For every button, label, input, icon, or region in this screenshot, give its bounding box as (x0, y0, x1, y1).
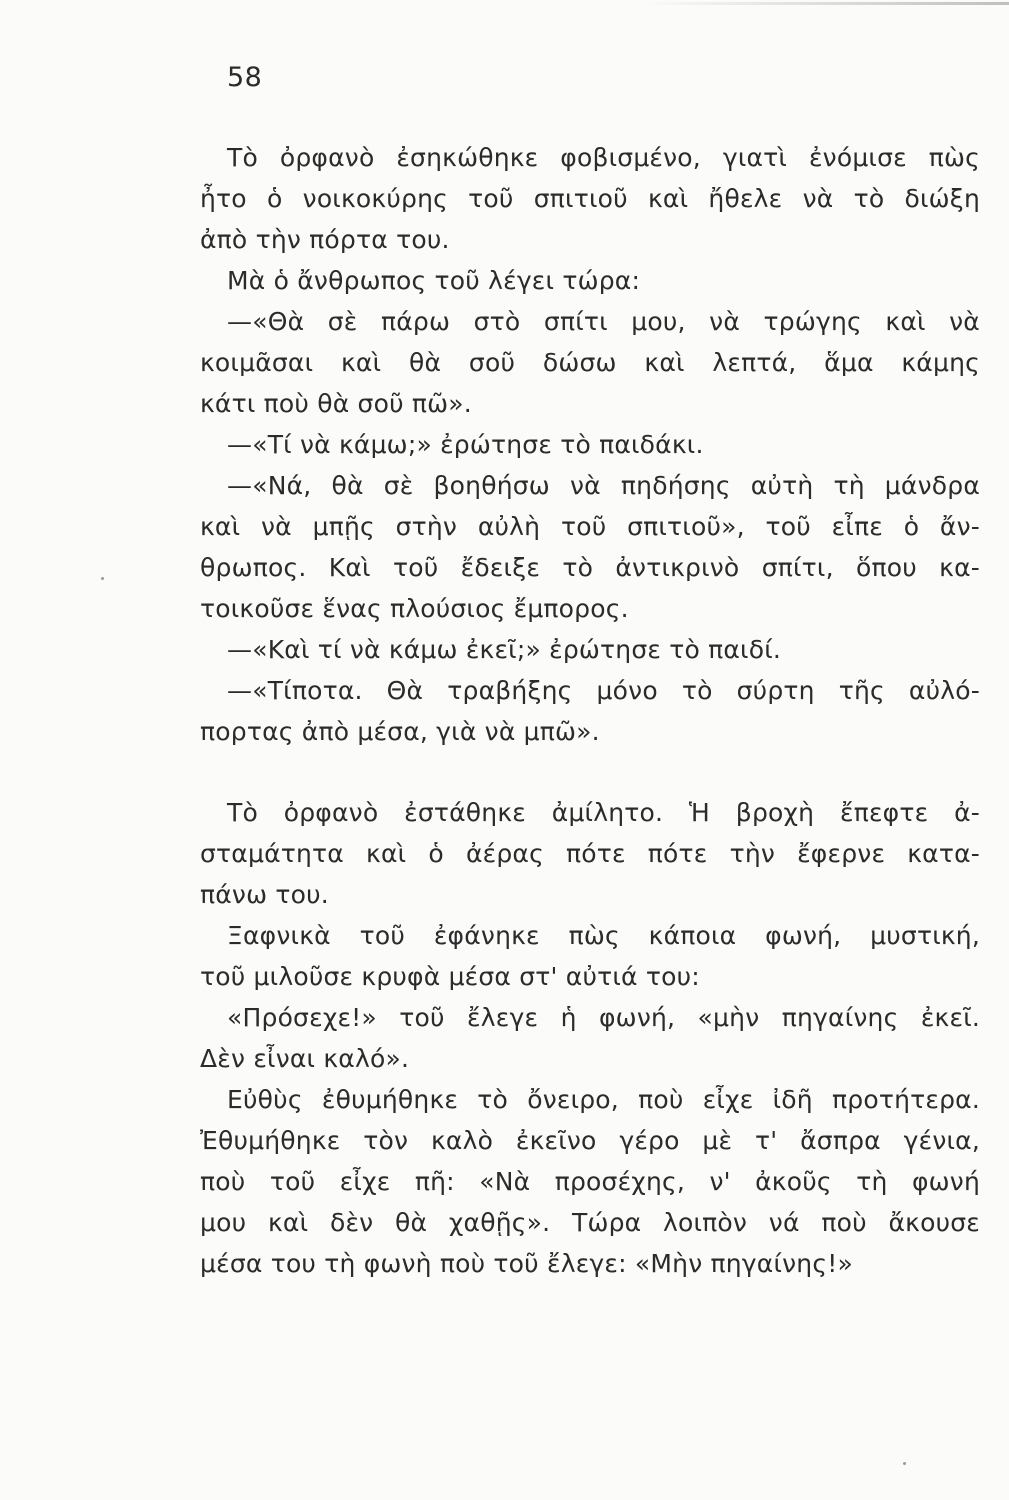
paragraph-6 (200, 1079, 980, 1284)
text-line: καὶ νὰ μπῇς στὴν αὐλὴ τοῦ σπιτιοῦ», τοῦ εἶπε ὁ ἄν- (200, 512, 980, 541)
text-line: —«Θὰ σὲ πάρω στὸ σπίτι μου, νὰ τρώγης καὶ νὰ (227, 307, 980, 336)
text-line: —«Καὶ τί νὰ κάμω ἐκεῖ;» ἐρώτησε τὸ παιδί. (227, 635, 782, 664)
paper-speck (903, 1462, 906, 1465)
text-line: —«Τίποτα. Θὰ τραβήξης μόνο τὸ σύρτη τῆς αὐλό- (227, 676, 980, 705)
text-line: Εὐθὺς ἐθυμήθηκε τὸ ὄνειρο, ποὺ εἶχε ἰδῆ προτήτερα. (227, 1085, 980, 1114)
text-line: τοῦ μιλοῦσε κρυφὰ μέσα στ' αὐτιά του: (200, 962, 700, 991)
text-line: Ξαφνικὰ τοῦ ἐφάνηκε πὼς κάποια φωνή, μυστική, (227, 921, 980, 950)
dialogue-4 (200, 629, 980, 670)
text-line: —«Τί νὰ κάμω;» ἐρώτησε τὸ παιδάκι. (227, 430, 704, 459)
text-line: —«Νά, θὰ σὲ βοηθήσω νὰ πηδήσης αὐτὴ τὴ μάνδρα (227, 471, 980, 500)
dialogue-2 (200, 424, 980, 465)
text-line: Ἐθυμήθηκε τὸν καλὸ ἐκεῖνο γέρο μὲ τ' ἄσπρα γένια, (200, 1126, 980, 1155)
paragraph-4 (200, 915, 980, 997)
text-line: πορτας ἀπὸ μέσα, γιὰ νὰ μπῶ». (200, 717, 600, 746)
text-line: ἦτο ὁ νοικοκύρης τοῦ σπιτιοῦ καὶ ἤθελε νὰ τὸ διώξη (200, 184, 980, 213)
text-line: κοιμᾶσαι καὶ θὰ σοῦ δώσω καὶ λεπτά, ἅμα κάμης (200, 348, 980, 377)
text-line: Μὰ ὁ ἄνθρωπος τοῦ λέγει τώρα: (227, 266, 641, 295)
text-line: τοικοῦσε ἕνας πλούσιος ἔμπορος. (200, 594, 629, 623)
paragraph-2 (200, 260, 980, 301)
text-line: Τὸ ὀρφανὸ ἐστάθηκε ἀμίλητο. Ἡ βροχὴ ἔπεφτε ἀ- (227, 798, 980, 827)
text-line: Τὸ ὀρφανὸ ἐσηκώθηκε φοβισμένο, γιατὶ ἐνόμισε πὼς (227, 143, 980, 172)
text-line: ποὺ τοῦ εἶχε πῆ: «Νὰ προσέχης, ν' ἀκοῦς τὴ φωνή (200, 1167, 980, 1196)
paper-speck (101, 577, 104, 580)
text-line: θρωπος. Καὶ τοῦ ἔδειξε τὸ ἀντικρινὸ σπίτι, ὅπου κα- (200, 553, 980, 582)
section-gap (200, 752, 980, 792)
dialogue-1 (200, 301, 980, 424)
text-line: ἀπὸ τὴν πόρτα του. (200, 225, 450, 254)
text-line: σταμάτητα καὶ ὁ ἀέρας πότε πότε τὴν ἔφερνε κατα- (200, 839, 980, 868)
dialogue-3 (200, 465, 980, 629)
text-line: πάνω του. (200, 880, 329, 909)
text-line: Δὲν εἶναι καλό». (200, 1044, 410, 1073)
text-line: κάτι ποὺ θὰ σοῦ πῶ». (200, 389, 472, 418)
text-line: μου καὶ δὲν θὰ χαθῇς». Τώρα λοιπὸν νά ποὺ ἄκουσε (200, 1208, 980, 1237)
text-line: «Πρόσεχε!» τοῦ ἔλεγε ἡ φωνή, «μὴν πηγαίνης ἐκεῖ. (227, 1003, 980, 1032)
paragraph-1 (200, 137, 980, 260)
page-edge-shadow (640, 2, 1009, 5)
dialogue-5 (200, 670, 980, 752)
body-text (200, 137, 980, 1284)
paragraph-3 (200, 792, 980, 915)
text-line: μέσα του τὴ φωνὴ ποὺ τοῦ ἔλεγε: «Μὴν πηγαίνης!» (200, 1249, 853, 1278)
paragraph-5 (200, 997, 980, 1079)
page-number: 58 (227, 62, 263, 93)
